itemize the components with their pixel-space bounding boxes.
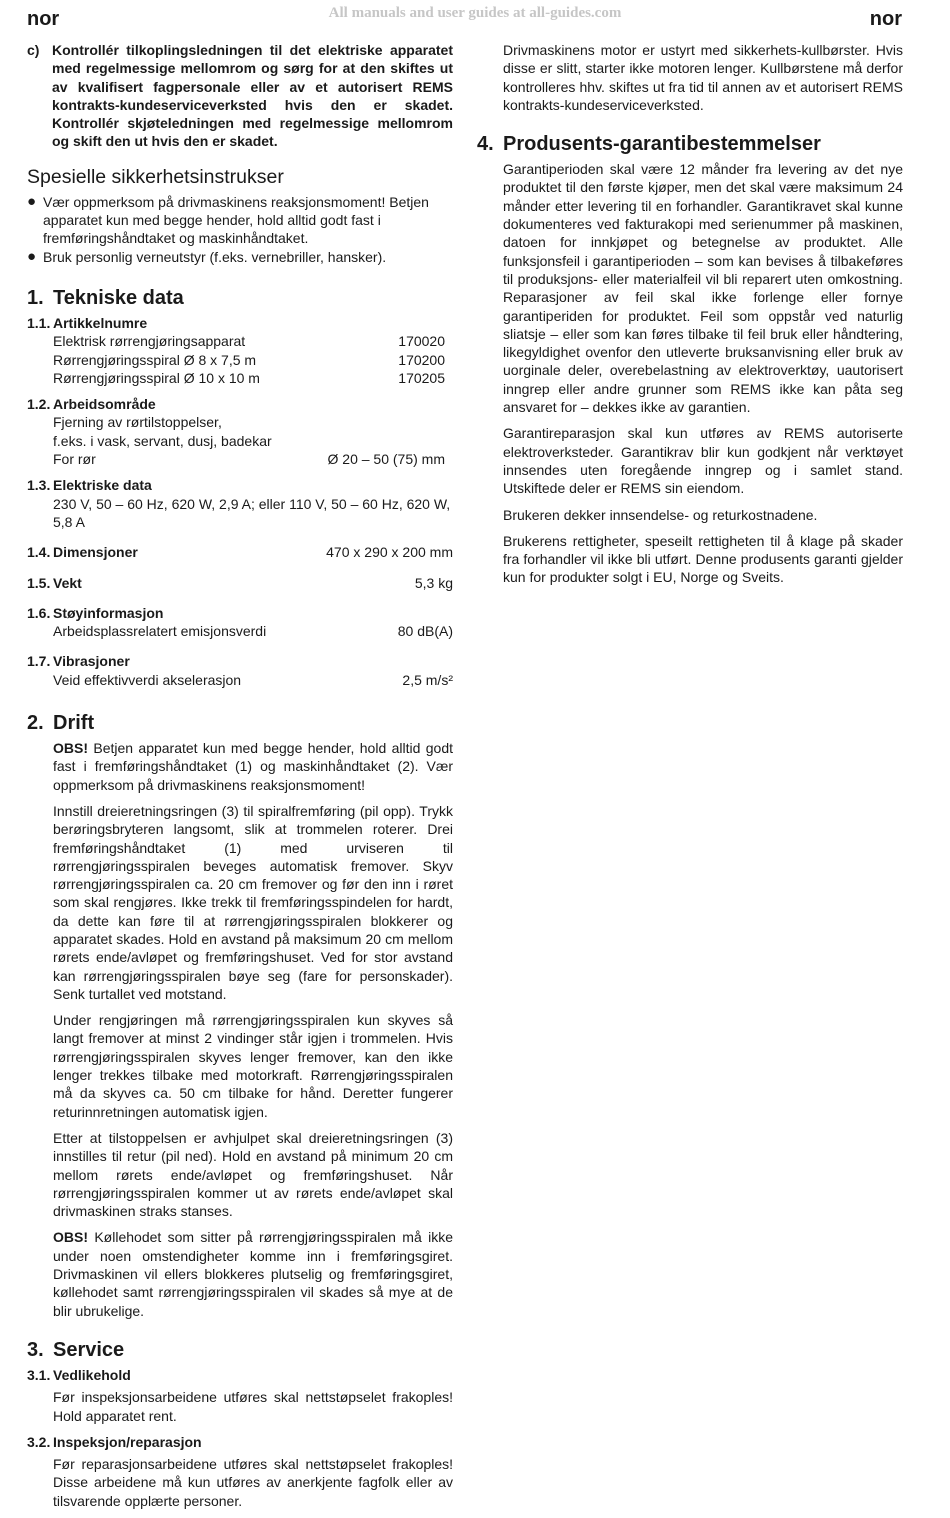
language-code-right: nor [869, 8, 902, 30]
service-paragraph: Før inspeksjonsarbeidene utføres skal nettstøpselet frakoples! Hold apparatet rent. [53, 1389, 453, 1424]
subsection-heading [27, 395, 453, 413]
section-number: 4. [477, 133, 494, 156]
subsection-heading [27, 543, 138, 561]
spec-row-inline [27, 574, 453, 592]
special-safety-heading: Spesielle sikkerhetsinstrukser [27, 165, 284, 188]
section-heading-drift [27, 711, 453, 735]
section-number: 1. [27, 286, 44, 309]
spec-value: 170020 [398, 333, 445, 350]
spec-label: Veid effektivverdi akselerasjon [53, 671, 242, 688]
spec-label: Rørrengjøringsspiral Ø 10 x 10 m [53, 369, 260, 386]
spec-label: Arbeidsplassrelatert emisjonsverdi [53, 623, 267, 640]
bullet-text: Vær oppmerksom på drivmaskinens reaksjonsmoment! Betjen apparatet kun med begge hender, hold alltid godt fast i fremføringshåndtaket og maskinhåndtaket. [43, 193, 429, 247]
spec-value: 5,3 kg [414, 574, 453, 591]
spec-value: 170205 [398, 369, 445, 386]
subsection-title: Vedlikehold [53, 1366, 131, 1383]
bullet-item [27, 193, 453, 248]
safety-item-c [27, 41, 453, 151]
subsection-heading [27, 652, 453, 670]
drift-paragraph: Under rengjøringen må rørrengjøringsspiralen kun skyves så langt fremover at minst 2 vindinger står igjen i trommelen. Hvis rørrengjøringsspiralen skyves lenger fremover, kan den ikke lenger trekkes tilbake med motorkraft. Rørrengjøringsspiralen må da skyves ca. 50 cm tilbake for hånd. Deretter fungerer returinnretningen automatisk igjen. [53, 1012, 453, 1120]
item-label: c) [27, 42, 40, 58]
notice-label: OBS! [53, 740, 88, 757]
warranty-paragraph: Garantireparasjon skal kun utføres av REMS autoriserte elektroverksteder. Garantikrav blir kun godkjent når verktøyet innsendes uten foregående inngrep og i samlet stand. Utskiftede deler er REMS sin eiendom. [503, 425, 903, 497]
bullet-icon: ● [27, 192, 37, 210]
spec-text: 230 V, 50 – 60 Hz, 620 W, 2,9 A; eller 110 V, 50 – 60 Hz, 620 W, 5,8 A [53, 495, 451, 530]
section-heading-tech [27, 286, 453, 310]
intro-paragraph: Drivmaskinens motor er ustyrt med sikkerhets-kullbørster. Hvis disse er slitt, starter ikke motoren lenger. Kullbørstene må derfor kontrolleres hhv. skiftes ut fra tid til annen av et autorisert REMS kontrakts-kundeserviceverksted. [503, 42, 903, 113]
subsection-title: Vibrasjoner [53, 653, 130, 670]
subsection-title: Elektriske data [53, 477, 152, 494]
spec-text: f.eks. i vask, servant, dusj, badekar [53, 432, 272, 449]
spec-row [27, 369, 453, 387]
subsection-number: 1.5. [27, 574, 51, 591]
drift-paragraph: Etter at tilstoppelsen er avhjulpet skal dreieretningsringen (3) innstilles til retur (pil ned). Hold en avstand på minimum 20 cm mellom rørets ende/avløpet og fremføringshuset. Når rørrengjøringsspiralen kommer ut av rørets ende/avløpet skal drivmaskinen straks stanses. [53, 1129, 453, 1220]
bullet-text: Bruk personlig verneutstyr (f.eks. vernebriller, hansker). [43, 248, 387, 265]
subsection-title: Dimensjoner [53, 544, 138, 561]
section-title: Tekniske data [53, 286, 184, 309]
section-number: 2. [27, 712, 44, 735]
spec-row [27, 622, 453, 640]
service-paragraph: Før reparasjonsarbeidene utføres skal nettstøpselet frakoples! Disse arbeidene må kun utføres av anerkjente fagfolk eller av tilsvarende opplærte personer. [53, 1456, 453, 1509]
warranty-paragraph: Brukerens rettigheter, speseilt rettigheten til å klage på skader fra forhandler vil ikke bli utført. Denne produsents garanti gjelder kun for produkter solgt i EU, Norge og Sveits. [503, 532, 903, 586]
subsection-heading [27, 1433, 453, 1451]
section-number: 3. [27, 1338, 44, 1361]
drift-paragraph: Innstill dreieretningsringen (3) til spiralfremføring (pil opp). Trykk berøringsbryteren langsomt, slik at trommelen roterer. Drei fremføringshåndtaket (1) med urviseren til rørrengjøringsspiralen beveges automatisk fremover. Skyv rørrengjøringsspiralen ca. 20 cm fremover og før den inn i røret som skal rengjøres. Ikke trekk til fremføringsspindelen for hardt, da dette kan føre til at rørrengjøringsspiralen blokkerer og apparatet skades. Hold en avstand på maksimum 20 cm mellom rørets ende/avløpet og fremføringshuset. Ved for stor avstand kan rørrengjøringsspiralen bøye seg (fare for personskader). Senk turtallet ved motstand. [53, 802, 453, 1002]
bullet-icon: ● [27, 247, 37, 265]
bullet-item [27, 248, 453, 266]
subsection-title: Støyinformasjon [53, 604, 164, 621]
spec-value: 170200 [398, 351, 445, 368]
spec-text: Fjerning av rørtilstoppelser, [53, 414, 222, 431]
warranty-paragraph: Brukeren dekker innsendelse- og returkostnadene. [503, 506, 818, 523]
warranty-paragraph: Garantiperioden skal være 12 månder fra levering av det nye produktet til den første kjøper, men det skal være maksimum 24 månder etter levering til en forhandler. Garantikravet skal kunne dokumenteres ved fakturakopi med serienummer på maskinen, datoen for innkjøpet og betegnelse av produktet. Alle funksjonsfeil i garantiperioden – som kan bevises å tilbakeføres til produksjons- eller materialfeil vil bli reparert uten omkostning. Reparasjoner av feil skal ikke forlenge eller fornye garantiperiden for produktet. Feil som oppstår ved naturlig sliatsje – eller som kan føres tilbake til feil bruk eller håndtering, likegyldighet ovenfor den utleverte bruksanvisning eller bruk av uorginale deler, overebelastning av elektroverktøy, uautorisert inngrep eller andre grunner som REMS ikke kan påta seg ansvaret for – dekkes ikke av garantien. [503, 161, 903, 416]
spec-label: For rør [53, 451, 96, 468]
section-title: Produsents-garantibestemmelser [503, 133, 821, 156]
spec-row [27, 671, 453, 689]
section-title: Service [53, 1338, 125, 1361]
drift-paragraph [27, 739, 453, 794]
notice-label: OBS! [53, 1229, 88, 1246]
left-column [27, 41, 453, 1518]
subsection-heading [27, 314, 453, 332]
subsection-number: 1.1. [27, 314, 51, 331]
subsection-number: 3.1. [27, 1366, 51, 1383]
watermark: All manuals and user guides at all-guides.com [328, 5, 622, 21]
subsection-title: Arbeidsområde [53, 396, 156, 413]
subsection-number: 1.6. [27, 604, 51, 621]
right-column [477, 41, 903, 595]
paragraph-text: Køllehodet som sitter på rørrengjøringsspiralen må ikke under noen omstendigheter komme inn i fremføringsgiret. Drivmaskinen vil ellers blokkeres plutselig og fremføringsgiret, køllehodet samt rørrengjøringsspiralen vil skades så mye at de blir ubrukelige. [53, 1229, 453, 1319]
subsection-heading [27, 604, 453, 622]
item-text: Kontrollér tilkoplingsledningen til det elektriske apparatet med regelmessige mellomrom og sørg for at den skiftes ut av kvalifisert fagpersonale eller av et autorisert REMS kontrakts-kundeserviceverksted hvis den er skadet. Kontrollér skjøteledningen med regelmessige mellomrom og skift den ut hvis den er skadet. [52, 42, 453, 150]
section-heading-warranty [477, 132, 903, 156]
subsection-title: Vekt [53, 574, 82, 591]
spec-value: 80 dB(A) [397, 623, 453, 640]
spec-label: Rørrengjøringsspiral Ø 8 x 7,5 m [53, 351, 257, 368]
spec-row [27, 351, 453, 369]
section-title: Drift [53, 712, 95, 735]
spec-row [27, 332, 453, 350]
subsection-number: 3.2. [27, 1433, 51, 1450]
subsection-heading [27, 1366, 453, 1384]
spec-row-inline [27, 543, 453, 561]
subsection-heading [27, 574, 82, 592]
spec-value: 470 x 290 x 200 mm [326, 544, 453, 561]
subsection-title: Artikkelnumre [53, 314, 148, 331]
subsection-number: 1.2. [27, 396, 51, 413]
spec-value: 2,5 m/s² [402, 671, 453, 688]
subsection-title: Inspeksjon/reparasjon [53, 1433, 202, 1450]
subsection-number: 1.4. [27, 544, 51, 561]
drift-paragraph [27, 1228, 453, 1319]
subsection-heading [27, 476, 453, 494]
paragraph-text: Betjen apparatet kun med begge hender, hold alltid godt fast i fremføringshåndtaket (1) og maskinhåndtaket (2). Vær oppmerksom på drivmaskinens reaksjonsmoment! [53, 740, 453, 793]
spec-value: Ø 20 – 50 (75) mm [327, 451, 445, 468]
spec-label: Elektrisk rørrengjøringsapparat [53, 333, 246, 350]
spec-row [27, 450, 453, 468]
subsection-number: 1.3. [27, 477, 51, 494]
section-heading-service [27, 1338, 453, 1362]
subsection-number: 1.7. [27, 653, 51, 670]
language-code-left: nor [27, 8, 60, 30]
